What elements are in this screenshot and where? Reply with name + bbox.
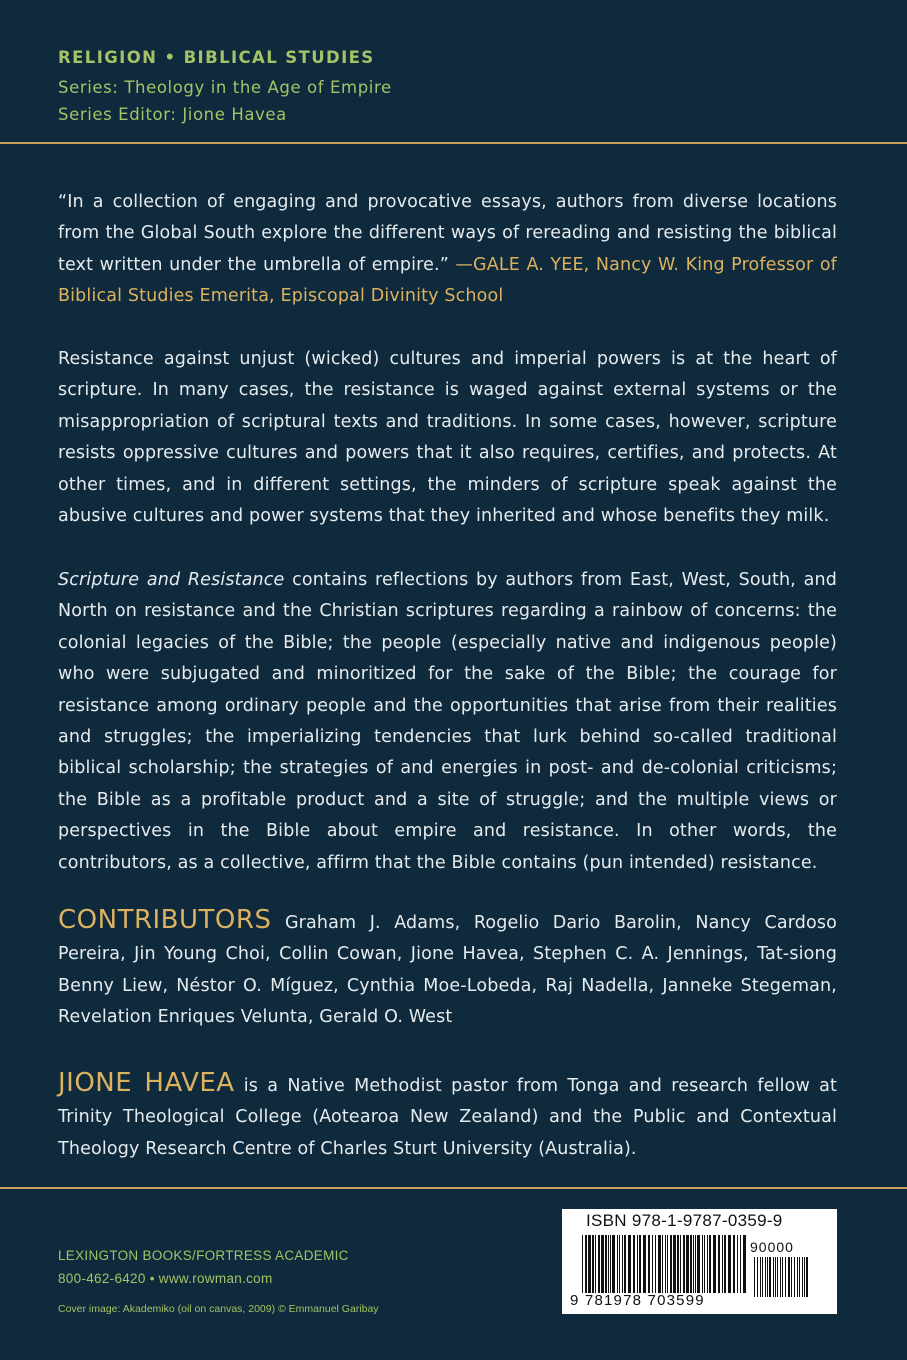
barcode-bar <box>799 1257 800 1297</box>
cover-credit: Cover image: Akademiko (oil on canvas, 2009) © Emmanuel Garibay <box>58 1303 379 1315</box>
barcode-bar <box>612 1235 615 1293</box>
barcode-bar <box>643 1235 646 1293</box>
top-rule <box>0 142 907 144</box>
barcode-bar <box>754 1257 755 1297</box>
barcode-bar <box>648 1235 650 1293</box>
barcode-bar <box>652 1235 653 1293</box>
barcode-bar <box>619 1235 620 1293</box>
barcode-bar <box>686 1235 689 1293</box>
barcode-bar <box>769 1257 771 1297</box>
barcode-bar <box>718 1235 720 1293</box>
barcode-bar <box>806 1257 808 1297</box>
barcode-bar <box>628 1235 631 1293</box>
barcode-main <box>582 1235 748 1293</box>
barcode-addon <box>754 1257 814 1297</box>
contributors-names: Graham J. Adams, Rogelio Dario Barolin, Nancy Cardoso Pereira, Jin Young Choi, Collin Cowan, Jione Havea, Stephen C. A. Jennings, Tat-siong Benny Liew, Néstor O. Míguez, Cynthia Moe-Lobeda, Raj Nadella, Janneke Stegeman, Revelation Enriques Velunta, Gerald O. West <box>58 913 837 1028</box>
barcode-bar <box>690 1235 692 1293</box>
contributors-heading: CONTRIBUTORS <box>58 905 272 935</box>
editor-name: JIONE HAVEA <box>58 1068 235 1098</box>
barcode-bar <box>782 1257 783 1297</box>
barcode-bar <box>713 1235 716 1293</box>
barcode-bar <box>785 1257 786 1297</box>
barcode-bar <box>608 1235 609 1293</box>
barcode-bar <box>767 1257 768 1297</box>
barcode-digits: 9 781978 703599 <box>570 1292 705 1309</box>
barcode-bar <box>595 1235 596 1293</box>
bottom-rule <box>0 1187 907 1189</box>
barcode-bar <box>695 1235 696 1293</box>
barcode-bar <box>773 1257 774 1297</box>
series-editor: Series Editor: Jione Havea <box>58 105 287 124</box>
barcode-bar <box>724 1235 726 1293</box>
barcode-bar <box>804 1257 805 1297</box>
barcode-bar <box>780 1257 781 1297</box>
isbn-label: ISBN 978-1-9787-0359-9 <box>586 1211 783 1230</box>
barcode-bar <box>697 1235 700 1293</box>
barcode-bar <box>722 1235 723 1293</box>
barcode-bar <box>639 1235 641 1293</box>
barcode-bar <box>592 1235 594 1293</box>
barcode-bar <box>658 1235 661 1293</box>
barcode-bar <box>797 1257 798 1297</box>
barcode-bar <box>624 1235 626 1293</box>
barcode-bar <box>605 1235 607 1293</box>
publisher-name: LEXINGTON BOOKS/FORTRESS ACADEMIC <box>58 1248 349 1263</box>
barcode-bar <box>598 1235 600 1293</box>
barcode-bar <box>788 1257 790 1297</box>
barcode-bar <box>673 1235 676 1293</box>
contributors-block <box>58 905 837 1034</box>
barcode-bar <box>617 1235 618 1293</box>
barcode-bar <box>765 1257 766 1297</box>
barcode-bar <box>680 1235 681 1293</box>
barcode-bar <box>743 1235 746 1293</box>
description-paragraph-2 <box>58 565 837 879</box>
barcode-bar <box>757 1257 758 1297</box>
book-title: Scripture and Resistance <box>58 570 285 590</box>
barcode-bar <box>633 1235 635 1293</box>
barcode-bar <box>802 1257 803 1297</box>
barcode-bar <box>585 1235 587 1293</box>
barcode-bar <box>733 1235 735 1293</box>
barcode-bar <box>655 1235 656 1293</box>
editor-bio <box>58 1068 837 1165</box>
barcode-bar <box>704 1235 705 1293</box>
barcode-bar <box>740 1235 741 1293</box>
barcode-bar <box>791 1257 792 1297</box>
barcode-bar <box>775 1257 776 1297</box>
barcode-addon-number: 90000 <box>750 1239 794 1255</box>
barcode-bar <box>622 1235 623 1293</box>
barcode-bar <box>777 1257 778 1297</box>
barcode-bar <box>762 1257 763 1297</box>
barcode-bar <box>737 1235 738 1293</box>
publisher-contact: 800-462-6420 • www.rowman.com <box>58 1271 273 1286</box>
barcode-bar <box>702 1235 703 1293</box>
barcode-bar <box>610 1235 611 1293</box>
barcode-bar <box>667 1235 668 1293</box>
barcode-bar <box>677 1235 679 1293</box>
series-category: RELIGION • BIBLICAL STUDIES <box>58 48 375 67</box>
barcode-bar <box>707 1235 708 1293</box>
description-paragraph-2-text: contains reflections by authors from East, West, South, and North on resistance and the Christian scriptures regarding a rainbow of concerns: the colonial legacies of the Bible; the people (especially native and indigenous people) who were subjugated and minoritized for the sake of the Bible; the courage for resistance among ordinary people and the opportunities that arise from their realities and struggles; the imperializing tendencies that lurk behind so-called traditional biblical scholarship; the strategies of and energies in post- and de-colonial criticisms; the Bible as a profitable product and a site of struggle; and the multiple views or perspectives in the Bible about empire and resistance. In other words, the contributors, as a collective, affirm that the Bible contains (pun intended) resistance. <box>58 570 838 873</box>
barcode-bar <box>662 1235 663 1293</box>
editor-bio-text: is a Native Methodist pastor from Tonga and research fellow at Trinity Theological College (Aotearoa New Zealand) and the Public and Contextual Theology Research Centre of Charles Sturt University (Australia). <box>58 1076 837 1159</box>
barcode-bar <box>601 1235 604 1293</box>
endorsement <box>58 187 837 313</box>
barcode-bar <box>693 1235 694 1293</box>
barcode-bar <box>665 1235 666 1293</box>
barcode-bar <box>760 1257 761 1297</box>
barcode-bar <box>582 1235 583 1293</box>
series-name: Series: Theology in the Age of Empire <box>58 78 392 97</box>
description-paragraph-1: Resistance against unjust (wicked) cultures and imperial powers is at the heart of scripture. In many cases, the resistance is waged against external systems or the misappropriation of scriptural texts and traditions. In some cases, however, scripture resists oppressive cultures and powers that it also requires, certifies, and protects. At other times, and in different settings, the minders of scripture speak against the abusive cultures and power systems that they inherited and whose benefits they milk. <box>58 349 837 527</box>
barcode-bar <box>670 1235 672 1293</box>
barcode-bar <box>728 1235 731 1293</box>
endorsement-quote: “In a collection of engaging and provocative essays, authors from diverse locations from the Global South explore the different ways of rereading and resisting the biblical text written under the umbrella of empire.” <box>58 192 837 275</box>
barcode-bar <box>794 1257 795 1297</box>
barcode-bar <box>683 1235 685 1293</box>
barcode-bar <box>588 1235 591 1293</box>
barcode-bar <box>709 1235 711 1293</box>
endorsement-attribution: —GALE A. YEE, Nancy W. King Professor of Biblical Studies Emerita, Episcopal Divinity School <box>58 254 837 307</box>
barcode-bar <box>637 1235 638 1293</box>
isbn-barcode <box>562 1209 837 1314</box>
